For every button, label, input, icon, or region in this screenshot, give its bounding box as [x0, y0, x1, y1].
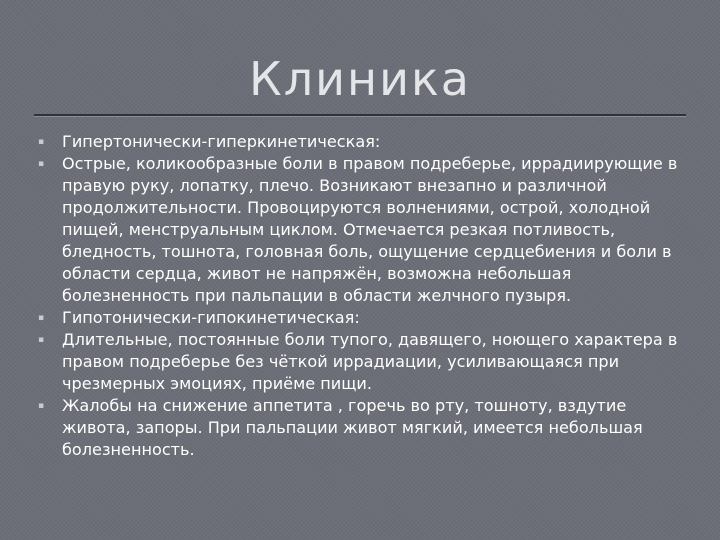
list-item: [38, 329, 678, 395]
bullet-icon: ▪: [38, 401, 45, 411]
list-item: [38, 131, 678, 153]
bullet-icon: ▪: [38, 159, 45, 169]
list-item-text: Жалобы на снижение аппетита , горечь во рту, тошноту, вздутие живота, запоры. При пальпации живот мягкий, имеется небольшая болезненность.: [62, 396, 643, 459]
list-item: [38, 307, 678, 329]
bullet-list: [38, 131, 678, 461]
title-divider: [34, 114, 686, 117]
list-item-text: Гипертонически-гиперкинетическая:: [62, 132, 381, 151]
bullet-icon: ▪: [38, 313, 45, 323]
bullet-icon: ▪: [38, 335, 45, 345]
list-item-text: Гипотонически-гипокинетическая:: [62, 308, 360, 327]
bullet-icon: ▪: [38, 137, 45, 147]
list-item-text: Острые, коликообразные боли в правом подреберье, иррадиирующие в правую руку, лопатку, плечо. Возникают внезапно и различной продолжительности. Провоцируются волнениями, острой, холодной пищей, менструальным циклом. Отмечается резкая потливость, бледность, тошнота, головная боль, ощущение сердцебиения и боли в области сердца, живот не напряжён, возможна небольшая болезненность при пальпации в области желчного пузыря.: [62, 154, 678, 305]
slide-title: Клиника: [249, 52, 471, 106]
list-item: [38, 153, 678, 307]
list-item: [38, 395, 678, 461]
list-item-text: Длительные, постоянные боли тупого, давящего, ноющего характера в правом подреберье без чёткой иррадиации, усиливающаяся при чрезмерных эмоциях, приёме пищи.: [62, 330, 678, 393]
